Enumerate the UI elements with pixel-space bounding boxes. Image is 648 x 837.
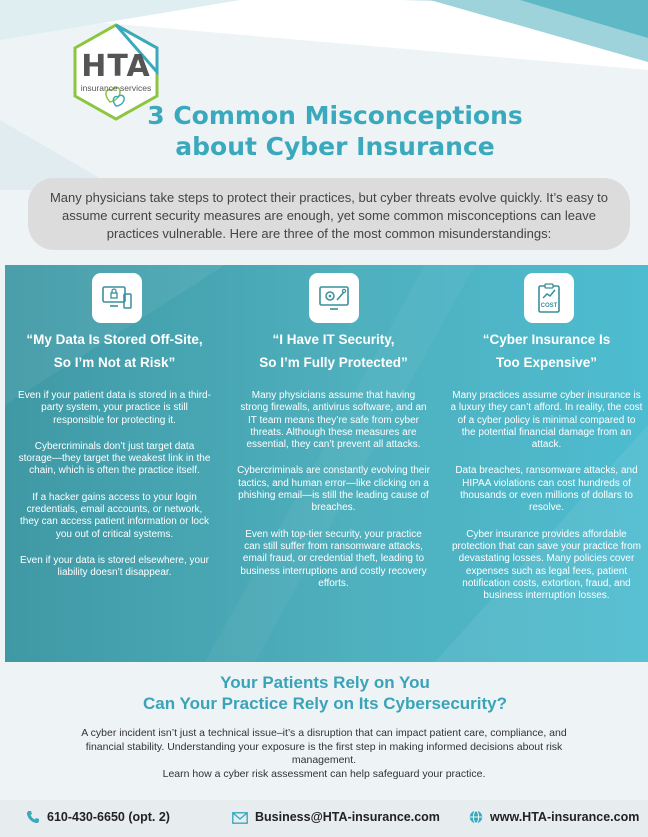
misconception-3-heading-line-2: Too Expensive”: [495, 355, 598, 370]
misconception-1-body: [18, 390, 211, 594]
email-contact[interactable]: [232, 810, 440, 824]
intro-box: Many physicians take steps to protect their practices, but cyber threats evolve quickly. It’s easy to assume current security measures are enough, yet some common misconceptions can leave practices vulnerable. Here are three of the most common misunderstandings:: [28, 178, 630, 250]
misconception-2-body: [237, 390, 430, 604]
paragraph: If a hacker gains access to your login credentials, email accounts, or network, they can access patient information or lock you out of critical systems.: [20, 491, 209, 540]
closing-title-line-2: Can Your Practice Rely on Its Cybersecurity?: [142, 694, 508, 713]
phone-contact[interactable]: [26, 810, 170, 824]
phone-icon: [26, 810, 40, 824]
paragraph: Cybercriminals don’t just target data storage—they target the weakest link in the chain, which is often the practice itself.: [18, 440, 211, 477]
phone-number: 610-430-6650 (opt. 2): [47, 810, 170, 824]
it-settings-monitor-icon: [309, 273, 359, 323]
paragraph: Even if your patient data is stored in a third-party system, your practice is still responsible for protecting it.: [18, 390, 211, 426]
misconceptions-panel: [5, 265, 648, 662]
misconception-2-heading-line-1: “I Have IT Security,: [272, 332, 395, 347]
page-title: [100, 100, 570, 162]
website-contact[interactable]: [469, 810, 639, 824]
paragraph: Even with top-tier security, your practice can still suffer from ransomware attacks, email fraud, or credential theft, leading to business interruptions and costly recovery efforts.: [240, 528, 427, 589]
logo-name: HTA: [81, 49, 151, 84]
misconception-1-heading-line-1: “My Data Is Stored Off-Site,: [26, 332, 203, 347]
misconception-3-heading-line-1: “Cyber Insurance Is: [482, 332, 611, 347]
misconception-3-heading: [444, 328, 648, 374]
misconception-2-heading-line-2: So I’m Fully Protected”: [259, 355, 408, 370]
misconception-1-heading-line-2: So I’m Not at Risk”: [53, 355, 176, 370]
globe-icon: [469, 810, 483, 824]
closing-paragraph: A cyber incident isn’t just a technical issue–it’s a disruption that can impact patient care, compliance, and financial stability. Understanding your exposure is the first step in making informed decisions about risk management.: [81, 727, 567, 766]
paragraph: Even if your data is stored elsewhere, your liability doesn’t disappear.: [20, 554, 209, 579]
secure-computer-icon: [92, 273, 142, 323]
cost-icon-label: COST: [540, 303, 558, 309]
cost-clipboard-icon: [524, 273, 574, 323]
closing-title-line-1: Your Patients Rely on You: [220, 673, 430, 692]
paragraph: Data breaches, ransomware attacks, and HIPAA violations can cost hundreds of thousands or even millions of dollars to resolve.: [455, 465, 638, 514]
paragraph: Cyber insurance provides affordable protection that can save your practice from devastating losses. Many policies cover expenses such as legal fees, patient notification costs, extortion, fraud, and business interruption losses.: [452, 528, 641, 602]
paragraph: Many practices assume cyber insurance is a luxury they can’t afford. In reality, the cost of a cyber policy is minimal compared to the potential financial damage from an attack.: [450, 390, 643, 451]
paragraph: Cybercriminals are constantly evolving their tactics, and human error—like clicking on a phishing email—is still the leading cause of breaches.: [237, 465, 430, 514]
closing-text: [62, 727, 586, 781]
website-url: www.HTA-insurance.com: [490, 810, 640, 824]
title-line-1: 3 Common Misconceptions: [147, 101, 523, 130]
email-icon: [232, 812, 248, 824]
title-line-2: about Cyber Insurance: [175, 132, 495, 161]
closing-cta: Learn how a cyber risk assessment can help safeguard your practice.: [162, 767, 486, 780]
misconception-2-heading: [231, 328, 436, 374]
email-address: Business@HTA-insurance.com: [255, 810, 440, 824]
paragraph: Many physicians assume that having strong firewalls, antivirus software, and an IT team means they’re safe from cyber threats. Although these measures are essential, they can’t prevent all attacks.: [240, 390, 427, 451]
logo-tagline: insurance services: [80, 83, 152, 93]
closing-title: [60, 672, 590, 714]
misconception-3-body: [450, 390, 643, 616]
misconception-1-heading: [12, 328, 217, 374]
